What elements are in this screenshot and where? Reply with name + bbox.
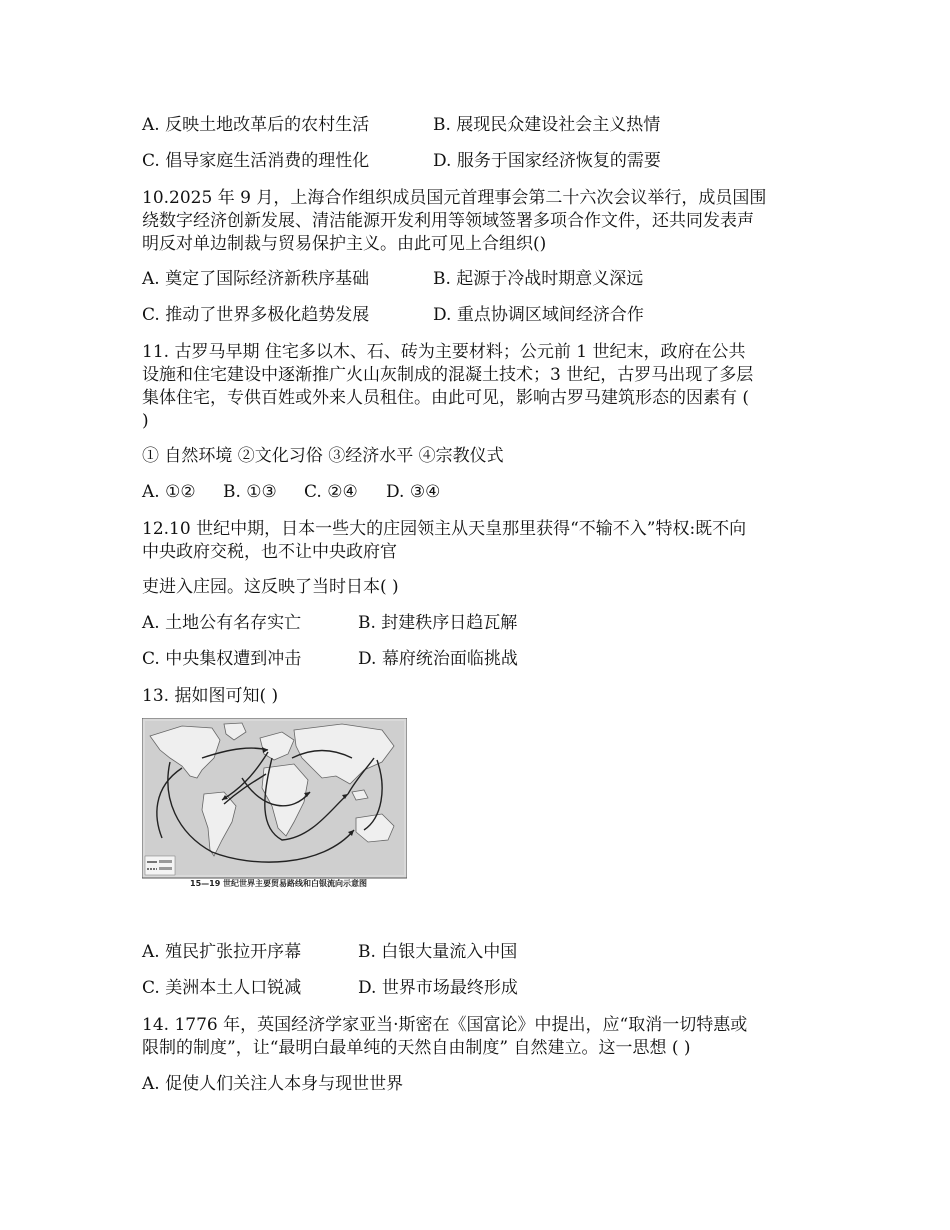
q11-option-d: D. ③④ (386, 482, 441, 502)
q11-option-b: B. ①③ (223, 482, 277, 502)
q13-option-row-1 (142, 941, 518, 963)
q14-option-a: A. 促使人们关注人本身与现世世界 (142, 1074, 404, 1094)
q10-stem-line-1: 10.2025 年 9 月，上海合作组织成员国元首理事会第二十六次会议举行，成员国围 (142, 188, 767, 208)
q9-option-b: B. 展现民众建设社会主义热情 (433, 115, 661, 135)
q10-option-a: A. 奠定了国际经济新秩序基础 (142, 269, 370, 289)
q13-stem: 13. 据如图可知( ) (142, 686, 279, 706)
q9-option-row-2 (142, 150, 661, 172)
q13-option-row-2 (142, 977, 518, 999)
q12-stem-line-3: 吏进入庄园。这反映了当时日本( ) (142, 577, 399, 597)
q11-stem-line-4: ) (142, 411, 149, 431)
q12-option-row-2 (142, 648, 518, 670)
q10-stem-line-3: 明反对单边制裁与贸易保护主义。由此可见上合组织() (142, 234, 547, 254)
q9-option-c: C. 倡导家庭生活消费的理性化 (142, 151, 370, 171)
q12-option-a: A. 土地公有名存实亡 (142, 613, 302, 633)
q14-stem-line-2: 限制的制度”，让“最明白最单纯的天然自由制度” 自然建立。这一思想 ( ) (142, 1038, 691, 1058)
q10-option-row-2 (142, 304, 644, 326)
q13-option-c: C. 美洲本土人口锐减 (142, 978, 302, 998)
q10-option-c: C. 推动了世界多极化趋势发展 (142, 305, 370, 325)
q11-stem-line-2: 设施和住宅建设中逐渐推广火山灰制成的混凝土技术；3 世纪，古罗马出现了多层 (142, 365, 754, 385)
q11-option-c: C. ②④ (304, 482, 358, 502)
q13-option-d: D. 世界市场最终形成 (358, 978, 518, 998)
q11-items: ① 自然环境 ②文化习俗 ③经济水平 ④宗教仪式 (142, 446, 504, 466)
q11-option-a: A. ①② (142, 482, 196, 502)
q9-option-d: D. 服务于国家经济恢复的需要 (433, 151, 661, 171)
trade-routes-map (142, 718, 407, 896)
q10-option-row-1 (142, 268, 644, 290)
q12-stem-line-1: 12.10 世纪中期，日本一些大的庄园领主从天皇那里获得“不输不入”特权:既不向 (142, 519, 747, 539)
q10-option-b: B. 起源于冷战时期意义深远 (433, 269, 644, 289)
q10-option-d: D. 重点协调区域间经济合作 (433, 305, 644, 325)
world-map-illustration (142, 718, 407, 896)
q9-option-a: A. 反映土地改革后的农村生活 (142, 115, 370, 135)
q10-stem-line-2: 绕数字经济创新发展、清洁能源开发利用等领域签署多项合作文件，还共同发表声 (142, 211, 754, 231)
q12-option-d: D. 幕府统治面临挑战 (358, 649, 518, 669)
q12-option-c: C. 中央集权遭到冲击 (142, 649, 302, 669)
q14-stem-line-1: 14. 1776 年，英国经济学家亚当·斯密在《国富论》中提出，应“取消一切特惠或 (142, 1015, 748, 1035)
q9-option-row-1 (142, 114, 661, 136)
q11-stem-line-1: 11. 古罗马早期 住宅多以木、石、砖为主要材料；公元前 1 世纪末，政府在公共 (142, 342, 746, 362)
q12-option-row-1 (142, 612, 518, 634)
q11-option-row (142, 481, 441, 503)
map-caption: 15—19 世纪世界主要贸易路线和白银流向示意图 (190, 879, 368, 888)
q13-option-a: A. 殖民扩张拉开序幕 (142, 942, 302, 962)
q12-option-b: B. 封建秩序日趋瓦解 (358, 613, 518, 633)
q13-option-b: B. 白银大量流入中国 (358, 942, 518, 962)
q12-stem-line-2: 中央政府交税，也不让中央政府官 (142, 542, 397, 562)
q11-stem-line-3: 集体住宅，专供百姓或外来人员租住。由此可见，影响古罗马建筑形态的因素有 ( (142, 388, 750, 408)
